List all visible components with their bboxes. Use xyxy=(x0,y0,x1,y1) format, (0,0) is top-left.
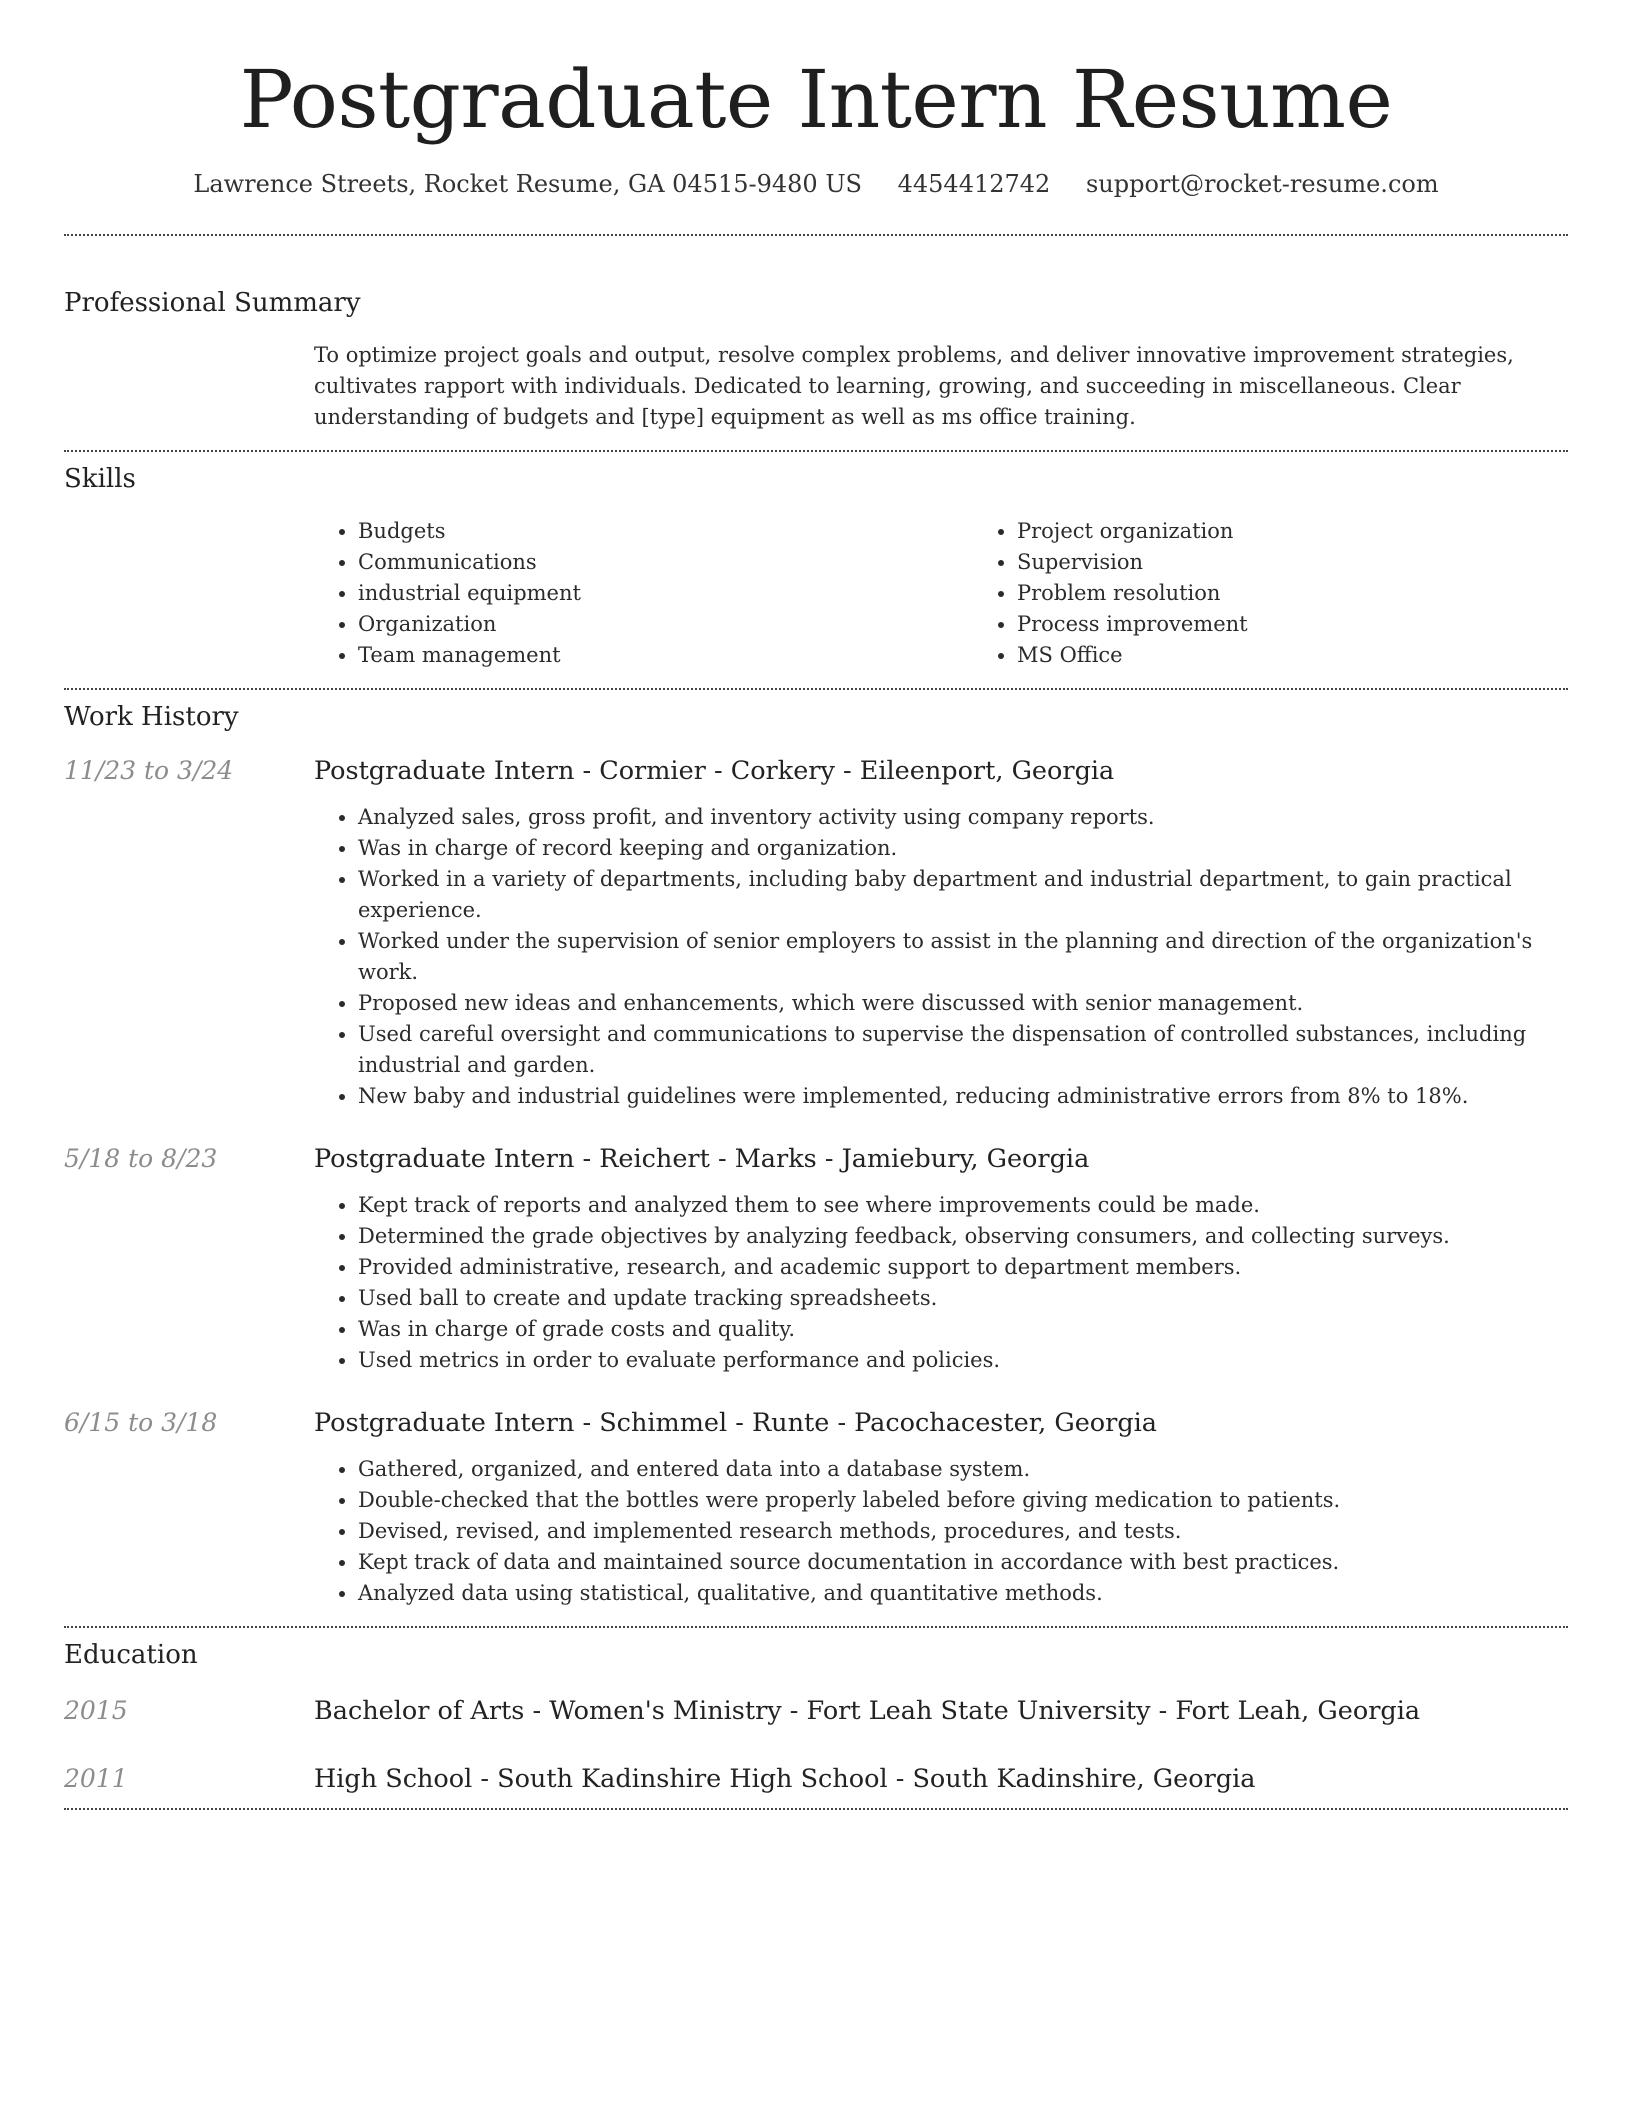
job-bullet: • Worked under the supervision of senior employers to assist in the planning and direction of the organization's work. xyxy=(358,926,1568,988)
job-bullet: • Kept track of data and maintained source documentation in accordance with best practices. xyxy=(358,1547,1568,1578)
job-title: Postgraduate Intern - Reichert - Marks - Jamiebury, Georgia xyxy=(314,1144,1090,1174)
job-bullets xyxy=(314,1454,1568,1609)
job-title: Postgraduate Intern - Schimmel - Runte - Pacochacester, Georgia xyxy=(314,1408,1158,1438)
work-heading: Work History xyxy=(64,702,239,732)
skills-columns xyxy=(314,516,1568,671)
skills-list-left xyxy=(314,516,973,671)
job-bullet: • Kept track of reports and analyzed them to see where improvements could be made. xyxy=(358,1190,1568,1221)
job-bullet: • Determined the grade objectives by analyzing feedback, observing consumers, and collecting surveys. xyxy=(358,1221,1568,1252)
education-section xyxy=(64,1628,1568,1796)
job-dates: 6/15 to 3/18 xyxy=(64,1408,218,1437)
job-dates: 5/18 to 8/23 xyxy=(64,1144,218,1173)
skill-item: • Project organization xyxy=(1017,516,1568,547)
skill-item: • Communications xyxy=(358,547,973,578)
job-bullet: • Was in charge of grade costs and quality. xyxy=(358,1314,1568,1345)
job-bullet: • New baby and industrial guidelines were implemented, reducing administrative errors from 8% to 18%. xyxy=(358,1081,1568,1112)
skill-item: • Organization xyxy=(358,609,973,640)
job-bullet: • Was in charge of record keeping and organization. xyxy=(358,833,1568,864)
contact-phone: 4454412742 xyxy=(897,170,1051,198)
skill-item: • Team management xyxy=(358,640,973,671)
job-bullet: • Used careful oversight and communications to supervise the dispensation of controlled substances, including industrial and garden. xyxy=(358,1019,1568,1081)
job-bullet: • Used metrics in order to evaluate performance and policies. xyxy=(358,1345,1568,1376)
contact-address: Lawrence Streets, Rocket Resume, GA 04515-9480 US xyxy=(193,170,862,198)
job-bullets xyxy=(314,802,1568,1112)
skill-item: • industrial equipment xyxy=(358,578,973,609)
job-bullet: • Proposed new ideas and enhancements, which were discussed with senior management. xyxy=(358,988,1568,1019)
job-bullet: • Provided administrative, research, and academic support to department members. xyxy=(358,1252,1568,1283)
education-heading: Education xyxy=(64,1640,198,1670)
job-bullet: • Devised, revised, and implemented research methods, procedures, and tests. xyxy=(358,1516,1568,1547)
education-year: 2015 xyxy=(64,1696,128,1725)
skill-item: • Problem resolution xyxy=(1017,578,1568,609)
skill-item: • Process improvement xyxy=(1017,609,1568,640)
job-entry xyxy=(64,1406,1568,1609)
skills-list-right xyxy=(973,516,1568,671)
summary-section xyxy=(64,236,1568,433)
job-bullet: • Analyzed data using statistical, qualitative, and quantitative methods. xyxy=(358,1578,1568,1609)
education-entry xyxy=(64,1762,1568,1796)
job-entry xyxy=(64,1142,1568,1376)
resume-title: Postgraduate Intern Resume xyxy=(239,53,1393,146)
job-bullet: • Gathered, organized, and entered data into a database system. xyxy=(358,1454,1568,1485)
job-bullet: • Double-checked that the bottles were properly labeled before giving medication to patients. xyxy=(358,1485,1568,1516)
job-entry xyxy=(64,754,1568,1112)
divider xyxy=(64,1808,1568,1810)
skill-item: • Budgets xyxy=(358,516,973,547)
skills-heading: Skills xyxy=(64,464,136,494)
job-bullet: • Analyzed sales, gross profit, and inventory activity using company reports. xyxy=(358,802,1568,833)
summary-heading: Professional Summary xyxy=(64,288,361,318)
skills-section xyxy=(64,452,1568,671)
contact-line xyxy=(64,168,1568,200)
skill-item: • MS Office xyxy=(1017,640,1568,671)
education-degree: High School - South Kadinshire High School - South Kadinshire, Georgia xyxy=(314,1764,1256,1794)
job-dates: 11/23 to 3/24 xyxy=(64,756,234,785)
skill-item: • Supervision xyxy=(1017,547,1568,578)
work-section xyxy=(64,690,1568,1609)
job-bullet: • Used ball to create and update tracking spreadsheets. xyxy=(358,1283,1568,1314)
education-degree: Bachelor of Arts - Women's Ministry - Fort Leah State University - Fort Leah, Georgia xyxy=(314,1696,1421,1726)
education-year: 2011 xyxy=(64,1764,128,1793)
summary-text: To optimize project goals and output, resolve complex problems, and deliver innovative improvement strategies, cultivates rapport with individuals. Dedicated to learning, growing, and succeeding in miscellaneous. Clear understanding of budgets and [type] equipment as well as ms office training. xyxy=(314,343,1514,429)
job-title: Postgraduate Intern - Cormier - Corkery - Eileenport, Georgia xyxy=(314,756,1115,786)
job-bullets xyxy=(314,1190,1568,1376)
education-entry xyxy=(64,1694,1568,1728)
resume-page xyxy=(64,0,1568,1810)
contact-email: support@rocket-resume.com xyxy=(1085,170,1439,198)
job-bullet: • Worked in a variety of departments, including baby department and industrial department, to gain practical experience. xyxy=(358,864,1568,926)
